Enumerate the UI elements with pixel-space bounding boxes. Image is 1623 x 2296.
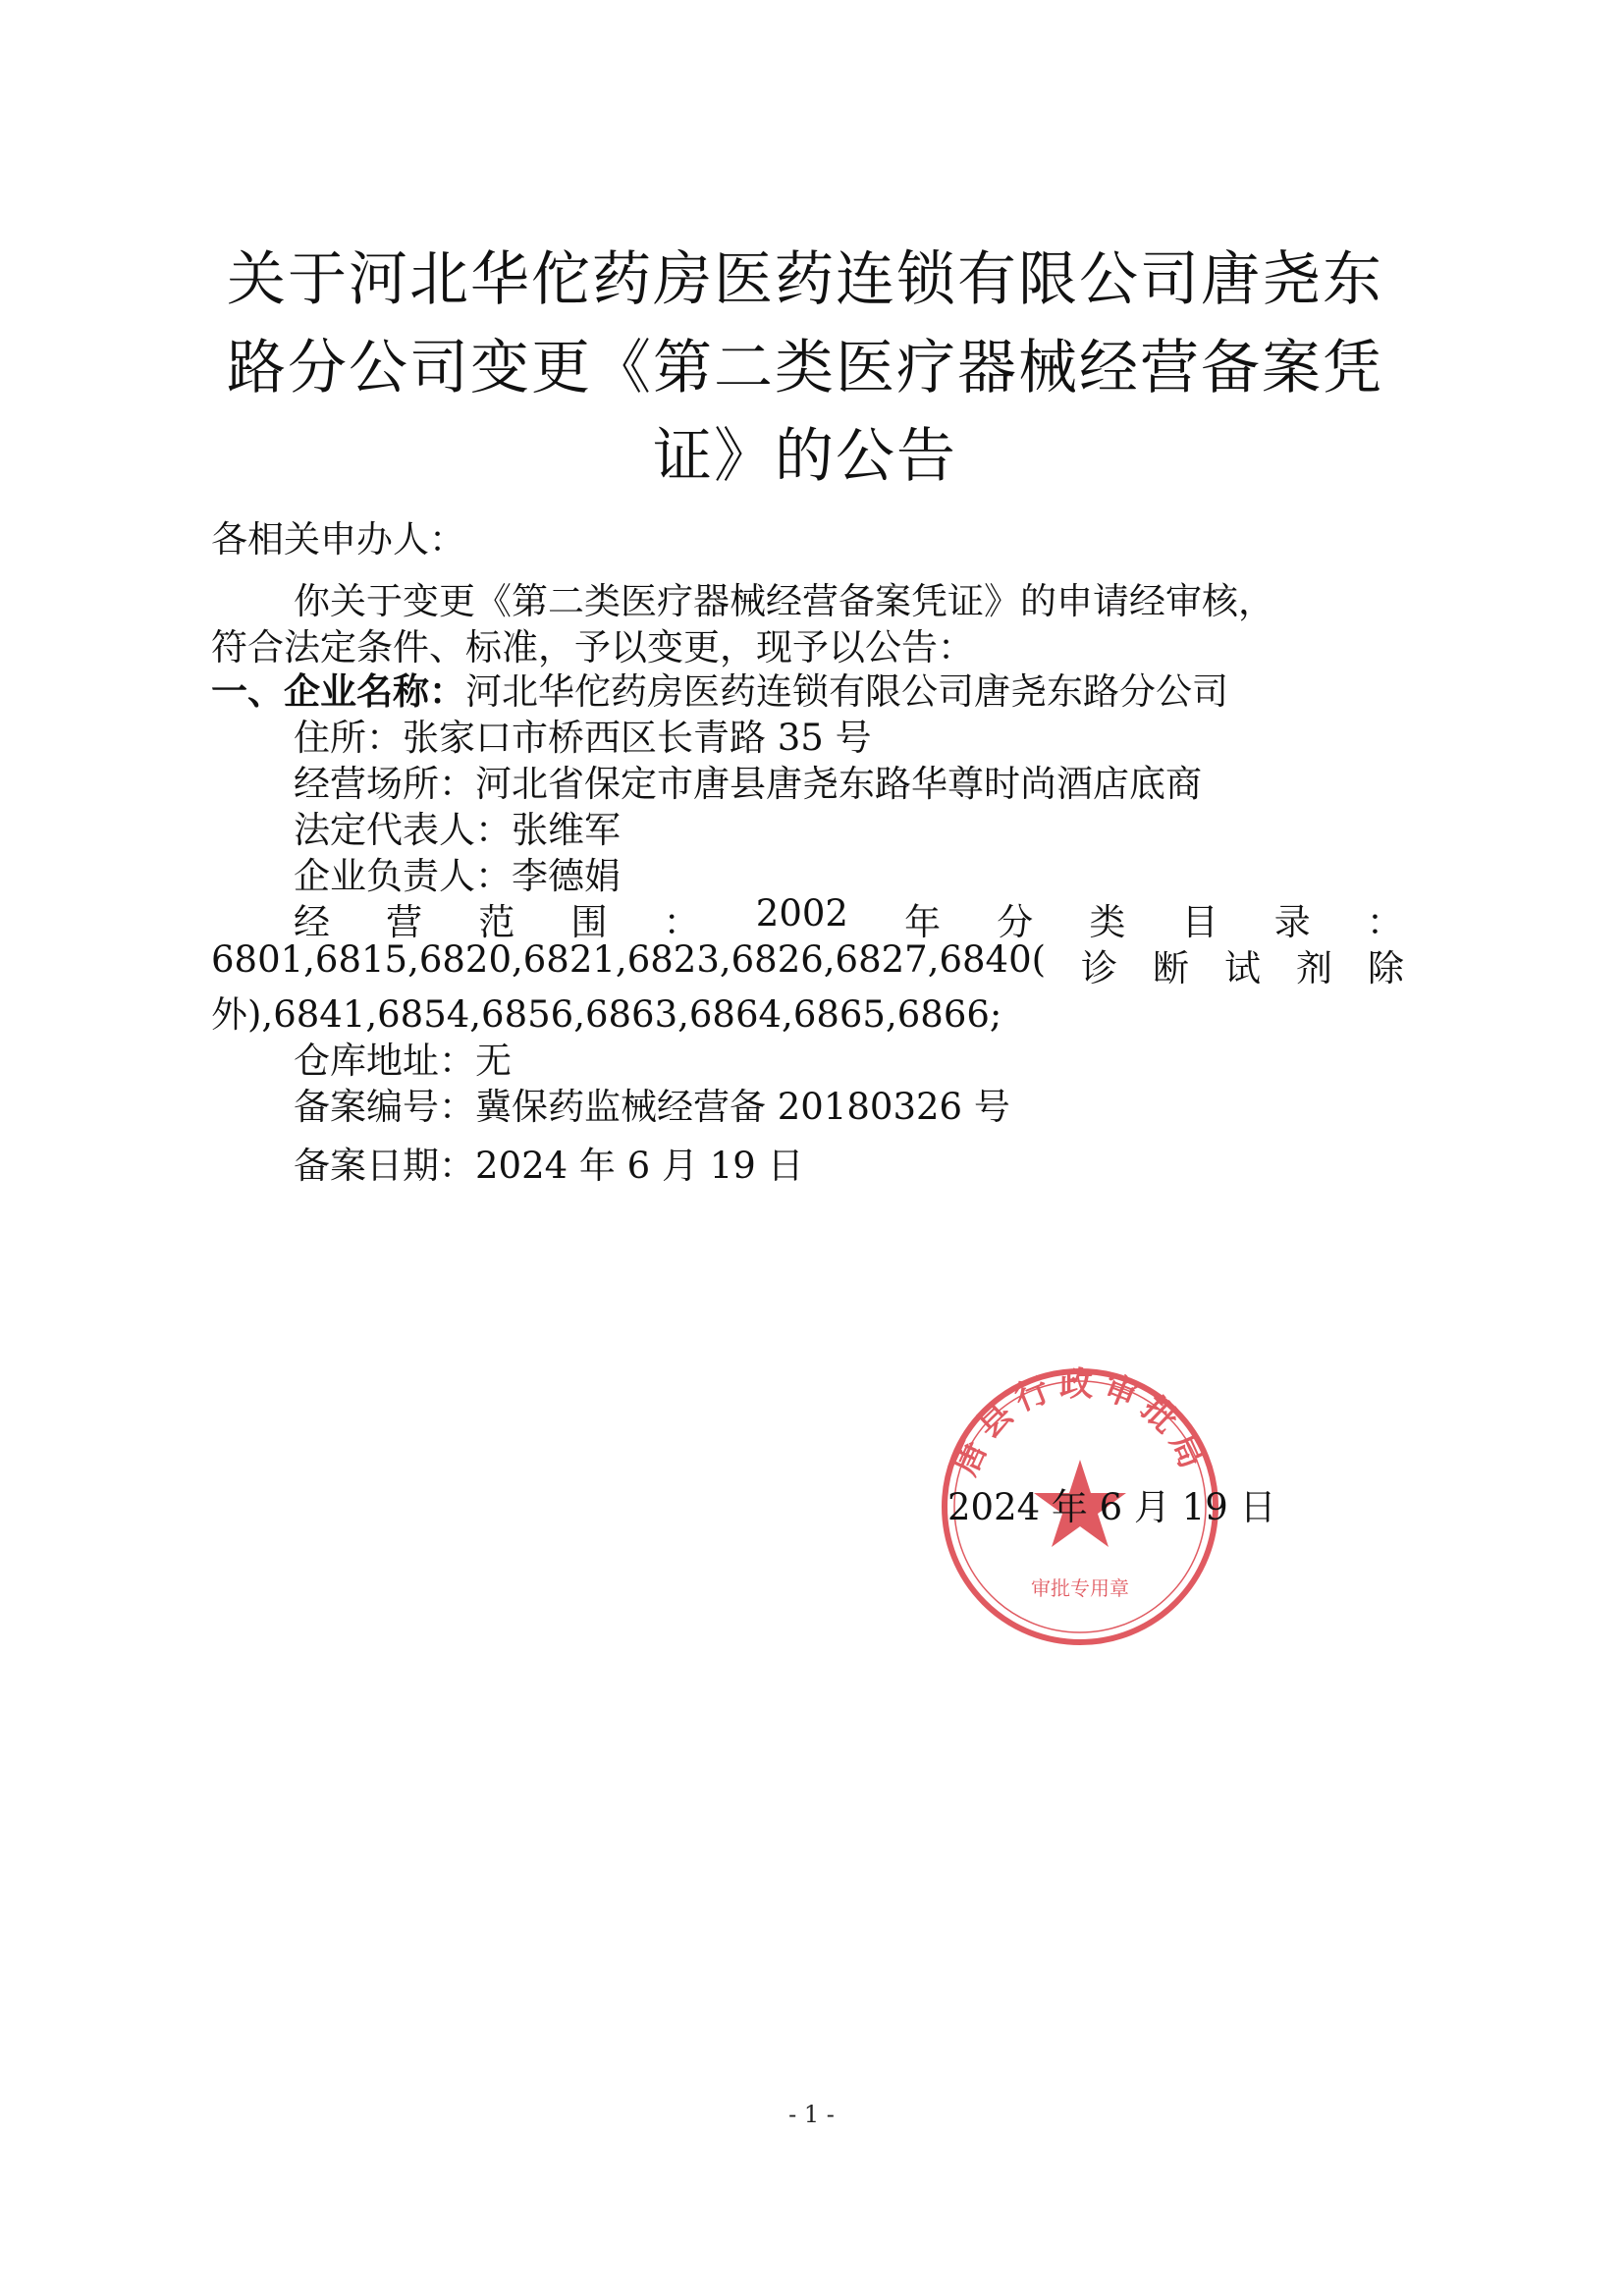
scope-char: 类 [1089, 901, 1126, 943]
premises-label: 经营场所： [294, 763, 475, 805]
legal-rep-label: 法定代表人： [294, 809, 512, 851]
record-number-label: 备案编号： [294, 1086, 475, 1128]
address-label: 住所： [294, 717, 403, 759]
scope-codes-row-1 [211, 938, 1404, 991]
scope-char: ： [663, 901, 700, 943]
enterprise-name-row [211, 662, 1228, 715]
scope-char: 分 [997, 901, 1034, 943]
title-line-2: 路分公司变更《第二类医疗器械经营备案凭 [227, 334, 1383, 402]
legal-rep-value: 张维军 [512, 809, 621, 851]
page-number: - 1 - [788, 2101, 835, 2128]
record-date-value: 2024 年 6 月 19 日 [475, 1145, 804, 1187]
scope-char: 诊 [1081, 947, 1118, 989]
scope-codes: 6801,6815,6820,6821,6823,6826,6827,6840( [211, 938, 1047, 981]
scope-codes-row-2: 外),6841,6854,6856,6863,6864,6865,6866; [211, 993, 1002, 1036]
address-value: 张家口市桥西区长青路 35 号 [403, 717, 872, 759]
principal-row [294, 846, 621, 899]
seal-text: 唐县行政审批局 [945, 1364, 1216, 1482]
scope-char: ： [1366, 901, 1403, 943]
scope-char: 录 [1273, 901, 1311, 943]
scope-char: 断 [1153, 947, 1190, 989]
record-date-row [294, 1136, 804, 1189]
document-title [211, 236, 1399, 501]
intro-line-2: 符合法定条件、标准，予以变更，现予以公告： [211, 626, 974, 668]
enterprise-name: 河北华佗药房医药连锁有限公司唐尧东路分公司 [465, 670, 1228, 713]
seal-sub-text: 审批专用章 [1031, 1576, 1129, 1600]
principal-label: 企业负责人： [294, 855, 512, 897]
enterprise-heading: 一、企业名称： [211, 669, 465, 713]
scope-label-row [294, 892, 1403, 945]
scope-char: 年 [904, 901, 942, 943]
scope-char: 营 [386, 901, 423, 943]
scope-char: 2002 [755, 892, 848, 934]
record-number-value: 冀保药监械经营备 20180326 号 [475, 1086, 1010, 1128]
scope-char: 试 [1224, 947, 1262, 989]
premises-row [294, 754, 1202, 807]
principal-value: 李德娟 [512, 855, 621, 897]
scope-char: 范 [478, 901, 515, 943]
scope-char: 围 [570, 901, 608, 943]
legal-rep-row [294, 800, 621, 853]
warehouse-value: 无 [475, 1040, 512, 1082]
record-number-row [294, 1077, 1010, 1130]
record-date-label: 备案日期： [294, 1145, 475, 1187]
premises-value: 河北省保定市唐县唐尧东路华尊时尚酒店底商 [475, 763, 1202, 805]
signature-date: 2024 年 6 月 19 日 [947, 1486, 1276, 1528]
title-line-1: 关于河北华佗药房医药连锁有限公司唐尧东 [227, 245, 1383, 314]
warehouse-row [294, 1031, 512, 1084]
title-line-3: 证》的公告 [653, 422, 957, 491]
address-row [294, 708, 872, 761]
scope-char: 除 [1367, 947, 1404, 989]
scope-char: 目 [1181, 901, 1218, 943]
salutation: 各相关申办人： [211, 518, 465, 561]
scope-char: 经 [294, 901, 330, 943]
intro-line-1: 你关于变更《第二类医疗器械经营备案凭证》的申请经审核， [294, 580, 1274, 622]
warehouse-label: 仓库地址： [294, 1040, 475, 1082]
scope-char: 剂 [1296, 947, 1332, 989]
